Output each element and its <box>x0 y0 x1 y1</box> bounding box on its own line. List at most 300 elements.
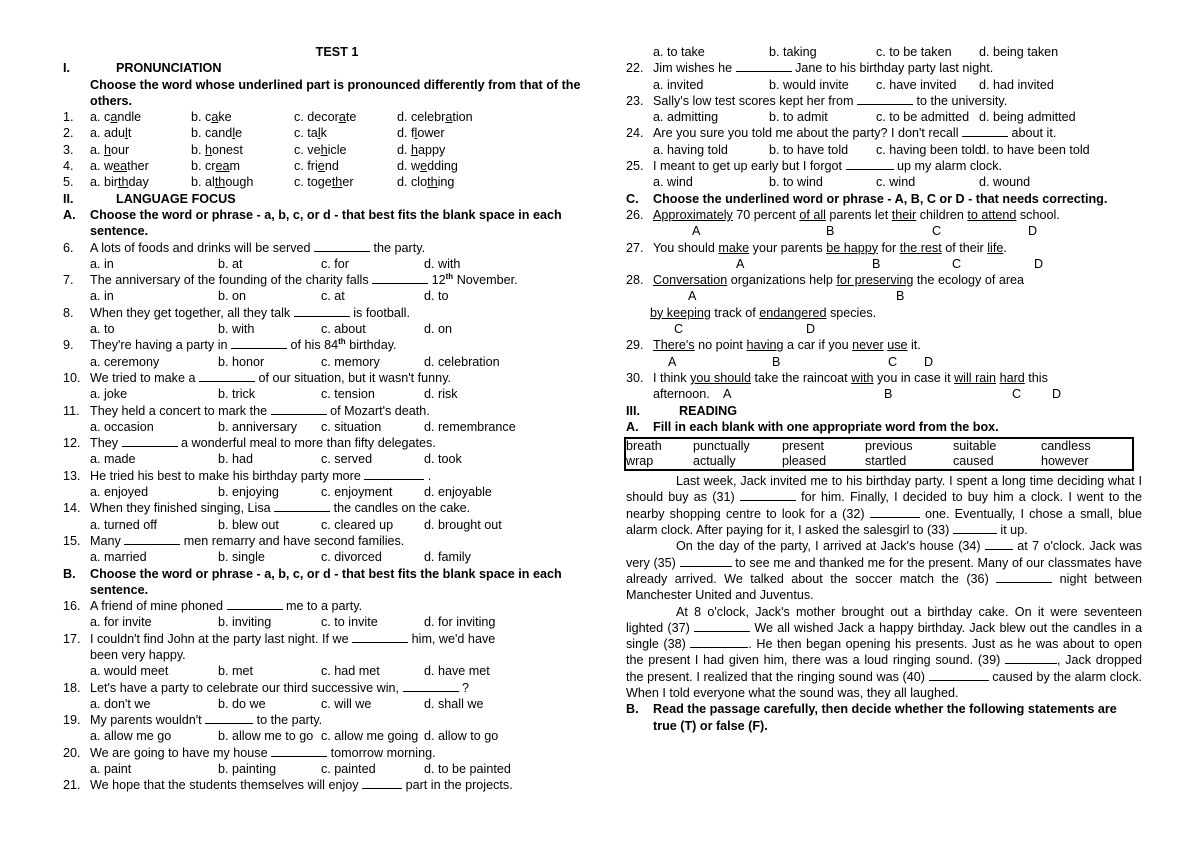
option-b[interactable] <box>191 158 294 174</box>
option-a[interactable] <box>90 174 191 190</box>
option-a[interactable]: a. to <box>90 322 115 337</box>
stem-text: 12 <box>431 273 446 288</box>
option-a[interactable]: a. ceremony <box>90 354 160 369</box>
option-b-text: of all <box>799 207 826 222</box>
pronunciation-item <box>63 109 583 125</box>
answer-options <box>626 174 1142 190</box>
answer-blank[interactable] <box>314 240 370 252</box>
question-number: 5. <box>63 175 74 190</box>
option-d-text: endangered <box>759 305 827 320</box>
passage-text: We all wished Jack a happy birthday. Jack blew out the candles in a single (38) <box>626 620 1143 652</box>
question-7 <box>63 272 583 288</box>
part-instruction: Choose the word or phrase - a, b, c, or d - that best fits the blank space in each sentence. <box>90 207 562 239</box>
option-b[interactable]: b. at <box>218 256 243 271</box>
option-a[interactable]: a. admitting <box>653 110 719 125</box>
option-b[interactable]: b. to have told <box>769 142 849 157</box>
section-title: LANGUAGE FOCUS <box>116 191 236 206</box>
question-15 <box>63 533 583 549</box>
blank-34[interactable] <box>985 538 1013 550</box>
option-c[interactable] <box>294 125 397 141</box>
underlined-part: h <box>320 142 328 157</box>
option-a[interactable]: a. enjoyed <box>90 485 149 500</box>
question-number: 10. <box>63 370 81 385</box>
question-number: 1. <box>63 110 74 125</box>
reading-part-a-heading <box>626 419 1142 435</box>
stem-text: They held a concert to mark the <box>90 403 268 418</box>
option-c[interactable]: c. at <box>321 289 345 304</box>
section-reading <box>626 403 1142 419</box>
option-c[interactable]: c. have invited <box>876 77 957 92</box>
answer-blank[interactable] <box>227 598 283 610</box>
blank-32[interactable] <box>870 506 920 518</box>
option-text: e <box>235 126 243 141</box>
question-number: 2. <box>63 126 74 141</box>
question-list-continued <box>626 60 1142 190</box>
option-a[interactable]: a. would meet <box>90 664 169 679</box>
option-b[interactable] <box>191 125 294 141</box>
option-a[interactable]: a. turned off <box>90 517 157 532</box>
option-a-text: Approximately <box>653 207 733 222</box>
stem-text: Let's have a party to celebrate our third successive win, <box>90 680 400 695</box>
stem-text: of Mozart's death. <box>330 403 430 418</box>
stem-text: Many <box>90 533 121 548</box>
option-c[interactable]: c. had met <box>321 664 380 679</box>
blank-35[interactable] <box>680 555 732 567</box>
part-letter: B. <box>626 702 639 717</box>
word-box-word: however <box>1041 454 1089 469</box>
test-title: TEST 1 <box>315 45 359 59</box>
passage-text: , Jack dropped the present. I realized that the ringing sound was (40) <box>626 653 1142 684</box>
option-text: ke <box>218 110 232 125</box>
question-stem <box>653 272 1142 288</box>
answer-options <box>63 614 583 630</box>
answer-options <box>63 663 583 679</box>
stem-text: We hope that the students themselves will enjoy <box>90 778 359 793</box>
option-a[interactable]: a. in <box>90 289 114 304</box>
answer-options <box>626 77 1142 93</box>
option-a[interactable]: a. wind <box>653 175 693 190</box>
passage-text: On the day of the party, I arrived at Jack's house (34) <box>676 539 981 554</box>
option-b[interactable] <box>191 142 294 158</box>
question-number: 8. <box>63 305 74 320</box>
option-b-text: for preserving <box>836 273 914 288</box>
option-c-text: their <box>891 207 917 222</box>
option-a-text: make <box>718 240 750 255</box>
underlined-part: th <box>331 175 343 190</box>
question-stem <box>90 240 583 256</box>
section-title: READING <box>679 403 738 418</box>
stem-text: me to a party. <box>286 599 363 614</box>
passage-paragraph-2 <box>626 538 1142 603</box>
word-box-word: candless <box>1041 439 1091 454</box>
question-number: 28. <box>626 273 644 288</box>
option-d[interactable]: d. risk <box>424 387 458 402</box>
letter-b: B <box>772 354 781 369</box>
pronunciation-item <box>63 158 583 174</box>
options <box>90 109 583 125</box>
option-c[interactable]: c. wind <box>876 175 916 190</box>
option-text: t <box>127 126 132 141</box>
question-23 <box>626 93 1142 109</box>
underlined-part: ea <box>215 159 230 174</box>
word-box-word: breath <box>626 439 662 454</box>
option-a[interactable]: a. made <box>90 452 136 467</box>
option-a[interactable]: a. paint <box>90 762 132 777</box>
option-c[interactable]: c. memory <box>321 354 380 369</box>
option-a[interactable]: a. for invite <box>90 615 152 630</box>
stem-text: 70 percent <box>732 207 800 222</box>
option-d[interactable]: d. to <box>424 289 449 304</box>
option-text: b. c <box>191 110 212 125</box>
option-text: a. <box>90 142 105 157</box>
option-d-text: use <box>887 338 908 353</box>
stem-text: to the university. <box>916 93 1008 108</box>
option-b[interactable]: b. painting <box>218 762 277 777</box>
blank-38[interactable] <box>690 636 748 648</box>
question-stem <box>653 370 1142 386</box>
pronunciation-item <box>63 174 583 190</box>
option-b[interactable]: b. with <box>218 322 255 337</box>
answer-blank[interactable] <box>274 500 330 512</box>
option-a[interactable]: a. allow me go <box>90 729 172 744</box>
option-a[interactable] <box>90 142 191 158</box>
option-text: d. celebr <box>397 110 446 125</box>
answer-letters <box>626 256 1142 272</box>
option-a[interactable]: a. invited <box>653 77 704 92</box>
option-b[interactable] <box>191 109 294 125</box>
passage-text: At 8 o'clock, Jack's mother brought out a birthday cake. On it were seventeen lighted (37) <box>626 604 1142 635</box>
stem-text: up my alarm clock. <box>897 159 1003 174</box>
blank-36[interactable] <box>996 571 1052 583</box>
question-number: 26. <box>626 207 644 222</box>
stem-text: . <box>1003 240 1007 255</box>
option-c[interactable] <box>294 174 397 190</box>
part-letter: A. <box>626 419 639 434</box>
blank-39[interactable] <box>1005 652 1057 664</box>
underlined-part: th <box>214 175 226 190</box>
option-d[interactable]: d. brought out <box>424 517 502 532</box>
option-a[interactable]: a. in <box>90 256 114 271</box>
question-stem <box>90 712 583 728</box>
passage-text: at 7 o'clock. Jack was very (35) <box>626 539 1143 570</box>
word-box-word: pleased <box>782 454 827 469</box>
question-stem <box>90 272 583 288</box>
answer-blank[interactable] <box>403 680 459 692</box>
option-d[interactable] <box>397 125 547 141</box>
option-a[interactable]: a. to take <box>653 45 705 59</box>
passage-text: one. Eventually, I chose a small, blue alarm clock. After paying for it, I asked the salesgirl to (33) <box>626 506 1143 538</box>
option-b[interactable]: b. enjoying <box>218 485 279 500</box>
option-d[interactable]: d. enjoyable <box>424 485 492 500</box>
option-c[interactable] <box>294 142 397 158</box>
question-number: 18. <box>63 680 81 695</box>
option-c[interactable]: c. having been told <box>876 142 982 157</box>
underlined-part: h <box>104 142 112 157</box>
answer-options <box>63 256 583 272</box>
stem-text: He tried his best to make his birthday party more <box>90 468 361 483</box>
question-number: 16. <box>63 599 81 614</box>
stem-text: ? <box>462 680 470 695</box>
option-d[interactable]: d. shall we <box>424 696 484 711</box>
blank-37[interactable] <box>694 620 750 632</box>
blank-33[interactable] <box>953 522 997 534</box>
question-number: 11. <box>63 403 80 418</box>
answer-blank[interactable] <box>962 125 1008 137</box>
answer-blank[interactable] <box>271 745 327 757</box>
part-instruction: Choose the word or phrase - a, b, c, or d - that best fits the blank space in each sentence. <box>90 566 562 597</box>
option-text: d. f <box>397 126 415 141</box>
question-number: 3. <box>63 142 74 157</box>
option-a[interactable]: a. having told <box>653 142 728 157</box>
question-stem <box>653 240 1142 256</box>
stem-text: Are you sure you told me about the party? I don't recall <box>653 126 959 141</box>
stem-text: . <box>427 468 432 483</box>
question-number: 6. <box>63 240 74 255</box>
option-text: d. <box>397 142 412 157</box>
option-c[interactable]: c. allow me going <box>321 729 419 744</box>
options <box>90 142 583 158</box>
option-d[interactable]: d. to have been told <box>979 142 1090 157</box>
question-stem <box>653 125 1142 141</box>
option-c[interactable]: c. tension <box>321 387 375 402</box>
stem-text: I couldn't find John at the party last night. If we <box>90 631 349 646</box>
stem-text: your parents <box>749 240 827 255</box>
option-a[interactable] <box>90 109 191 125</box>
part-letter: C. <box>626 191 639 206</box>
word-box-row <box>626 454 1132 469</box>
answer-blank[interactable] <box>271 403 327 415</box>
option-b[interactable]: b. to wind <box>769 175 823 190</box>
letter-b: B <box>826 224 835 239</box>
option-d[interactable] <box>397 142 547 158</box>
underlined-part: a <box>445 110 453 125</box>
option-text: te <box>345 110 357 125</box>
letter-a: A <box>668 354 677 369</box>
option-c[interactable]: c. painted <box>321 762 376 777</box>
option-d[interactable]: d. have met <box>424 664 490 679</box>
answer-blank[interactable] <box>231 337 287 349</box>
question-number: 15. <box>63 533 81 548</box>
option-b[interactable] <box>191 174 294 190</box>
answer-letters <box>626 223 1142 239</box>
question-stem <box>90 745 583 761</box>
section-language-focus <box>63 191 583 207</box>
part-instruction: Choose the underlined word or phrase - A, B, C or D - that needs correcting. <box>653 191 1108 206</box>
part-letter: A. <box>63 207 76 222</box>
question-11 <box>63 403 583 419</box>
stem-text: him, we'd have <box>411 631 496 646</box>
stem-text: A lots of foods and drinks will be served <box>90 240 311 255</box>
stem-text: You should <box>653 240 719 255</box>
pronunciation-instruction: Choose the word whose underlined part is pronounced differently from that of the others. <box>90 77 581 108</box>
option-d[interactable]: d. took <box>424 452 462 467</box>
option-c[interactable]: c. enjoyment <box>321 485 393 500</box>
option-b[interactable]: b. single <box>218 550 265 565</box>
part-letter: B. <box>63 566 76 581</box>
question-number: 23. <box>626 93 644 108</box>
option-b[interactable]: b. blew out <box>218 517 279 532</box>
option-c[interactable]: c. to invite <box>321 615 378 630</box>
option-a[interactable]: a. joke <box>90 387 128 402</box>
option-b[interactable]: b. on <box>218 289 247 304</box>
option-a[interactable] <box>90 158 191 174</box>
blank-40[interactable] <box>929 669 989 681</box>
option-d-text: hard <box>999 370 1025 385</box>
blank-31[interactable] <box>740 489 796 501</box>
stem-text: this <box>1024 370 1048 385</box>
question-number: 29. <box>626 338 644 353</box>
option-a[interactable] <box>90 125 191 141</box>
option-c[interactable]: c. to be taken <box>876 45 952 59</box>
question-stem <box>90 403 583 419</box>
option-c[interactable]: c. served <box>321 452 373 467</box>
question-22 <box>626 60 1142 76</box>
option-a[interactable]: a. don't we <box>90 696 151 711</box>
option-c[interactable]: c. situation <box>321 419 382 434</box>
option-b-text: be happy <box>826 240 879 255</box>
stem-text: you in case it <box>873 370 955 385</box>
stem-text: They <box>90 436 118 451</box>
question-30-line-2 <box>626 386 1142 402</box>
answer-options <box>63 451 583 467</box>
option-d[interactable]: d. wound <box>979 175 1031 190</box>
option-b[interactable]: b. met <box>218 664 253 679</box>
option-c[interactable]: c. about <box>321 322 366 337</box>
option-d[interactable]: d. being taken <box>979 45 1059 59</box>
answer-options <box>63 517 583 533</box>
section-number: I. <box>63 61 70 76</box>
answer-blank[interactable] <box>857 93 913 105</box>
option-a[interactable]: a. married <box>90 550 147 565</box>
question-number: 19. <box>63 713 81 728</box>
underlined-part: l <box>414 126 418 141</box>
question-list-part-b <box>63 598 583 794</box>
letter-b: B <box>872 256 881 271</box>
question-18 <box>63 680 583 696</box>
option-d[interactable]: d. being admitted <box>979 110 1076 125</box>
right-column <box>626 44 1142 734</box>
option-b[interactable]: b. to admit <box>769 110 828 125</box>
question-13 <box>63 468 583 484</box>
option-d[interactable] <box>397 158 547 174</box>
option-b[interactable]: b. had <box>218 452 254 467</box>
word-box-word: caused <box>953 454 994 469</box>
stem-text: I meant to get up early but I forgot <box>653 159 843 174</box>
option-b[interactable]: b. honor <box>218 354 265 369</box>
underlined-part: e <box>317 159 325 174</box>
option-d[interactable]: d. had invited <box>979 77 1054 92</box>
question-number: 27. <box>626 240 644 255</box>
word-box-word: actually <box>693 454 736 469</box>
option-d[interactable]: d. for inviting <box>424 615 496 630</box>
answer-blank[interactable] <box>364 468 424 480</box>
question-9 <box>63 337 583 353</box>
option-d[interactable]: d. allow to go <box>424 729 499 744</box>
option-text: day <box>128 175 149 190</box>
option-b[interactable]: b. inviting <box>218 615 272 630</box>
answer-blank[interactable] <box>124 533 180 545</box>
option-c[interactable]: c. divorced <box>321 550 382 565</box>
underlined-part: h <box>205 142 213 157</box>
answer-blank[interactable] <box>736 60 792 72</box>
answer-blank[interactable] <box>199 370 255 382</box>
option-c[interactable]: c. will we <box>321 696 372 711</box>
answer-options <box>63 419 583 435</box>
option-d[interactable] <box>397 174 547 190</box>
question-stem <box>90 370 583 386</box>
option-d[interactable]: d. on <box>424 322 453 337</box>
option-a[interactable]: a. occasion <box>90 419 154 434</box>
stem-text: take the raincoat <box>751 370 852 385</box>
option-a-text: There's <box>653 338 695 353</box>
option-d[interactable] <box>397 109 547 125</box>
letter-a: A <box>736 256 745 271</box>
answer-blank[interactable] <box>362 777 402 789</box>
answer-blank[interactable] <box>205 712 253 724</box>
answer-blank[interactable] <box>372 272 428 284</box>
option-b[interactable]: b. trick <box>218 387 256 402</box>
option-c[interactable]: c. for <box>321 256 349 271</box>
option-c[interactable] <box>294 109 397 125</box>
option-b[interactable]: b. do we <box>218 696 266 711</box>
underlined-part: a <box>211 110 219 125</box>
stem-text: They're having a party in <box>90 338 228 353</box>
option-c[interactable]: c. cleared up <box>321 517 394 532</box>
answer-blank[interactable] <box>352 631 408 643</box>
answer-blank[interactable] <box>294 305 350 317</box>
option-a-text: Conversation <box>653 273 728 288</box>
option-text: nd <box>324 159 339 174</box>
stem-text: organizations help <box>727 273 837 288</box>
option-d[interactable]: d. with <box>424 256 461 271</box>
answer-letters <box>626 288 1142 304</box>
option-d[interactable]: d. to be painted <box>424 762 511 777</box>
option-text: c. ta <box>294 126 318 141</box>
answer-options <box>626 109 1142 125</box>
option-b[interactable]: b. would invite <box>769 77 849 92</box>
option-d[interactable]: d. family <box>424 550 471 565</box>
answer-options <box>63 354 583 370</box>
option-c[interactable]: c. to be admitted <box>876 110 970 125</box>
option-text: d. w <box>397 159 421 174</box>
question-6 <box>63 240 583 256</box>
part-b-heading <box>63 566 583 599</box>
question-stem <box>90 435 583 451</box>
stem-text: for <box>878 240 900 255</box>
left-column <box>63 44 583 794</box>
answer-blank[interactable] <box>122 435 178 447</box>
option-text: c. fri <box>294 159 318 174</box>
section-pronunciation <box>63 60 583 76</box>
stem-text: I think <box>653 370 691 385</box>
section-title: PRONUNCIATION <box>116 61 222 76</box>
option-b[interactable]: b. taking <box>769 45 817 59</box>
question-28 <box>626 272 1142 288</box>
answer-blank[interactable] <box>846 158 894 170</box>
option-d[interactable]: d. remembrance <box>424 419 516 434</box>
underlined-part: h <box>411 142 419 157</box>
option-b[interactable]: b. anniversary <box>218 419 298 434</box>
question-number: 21. <box>63 778 81 793</box>
option-d[interactable]: d. celebration <box>424 354 500 369</box>
underlined-part: l <box>317 126 321 141</box>
underlined-part: ea <box>113 159 128 174</box>
passage-paragraph-3 <box>626 604 1142 702</box>
section-number: III. <box>626 403 640 418</box>
stem-text: men remarry and have second families. <box>183 533 405 548</box>
option-c[interactable] <box>294 158 397 174</box>
option-b[interactable]: b. allow me to go <box>218 729 314 744</box>
